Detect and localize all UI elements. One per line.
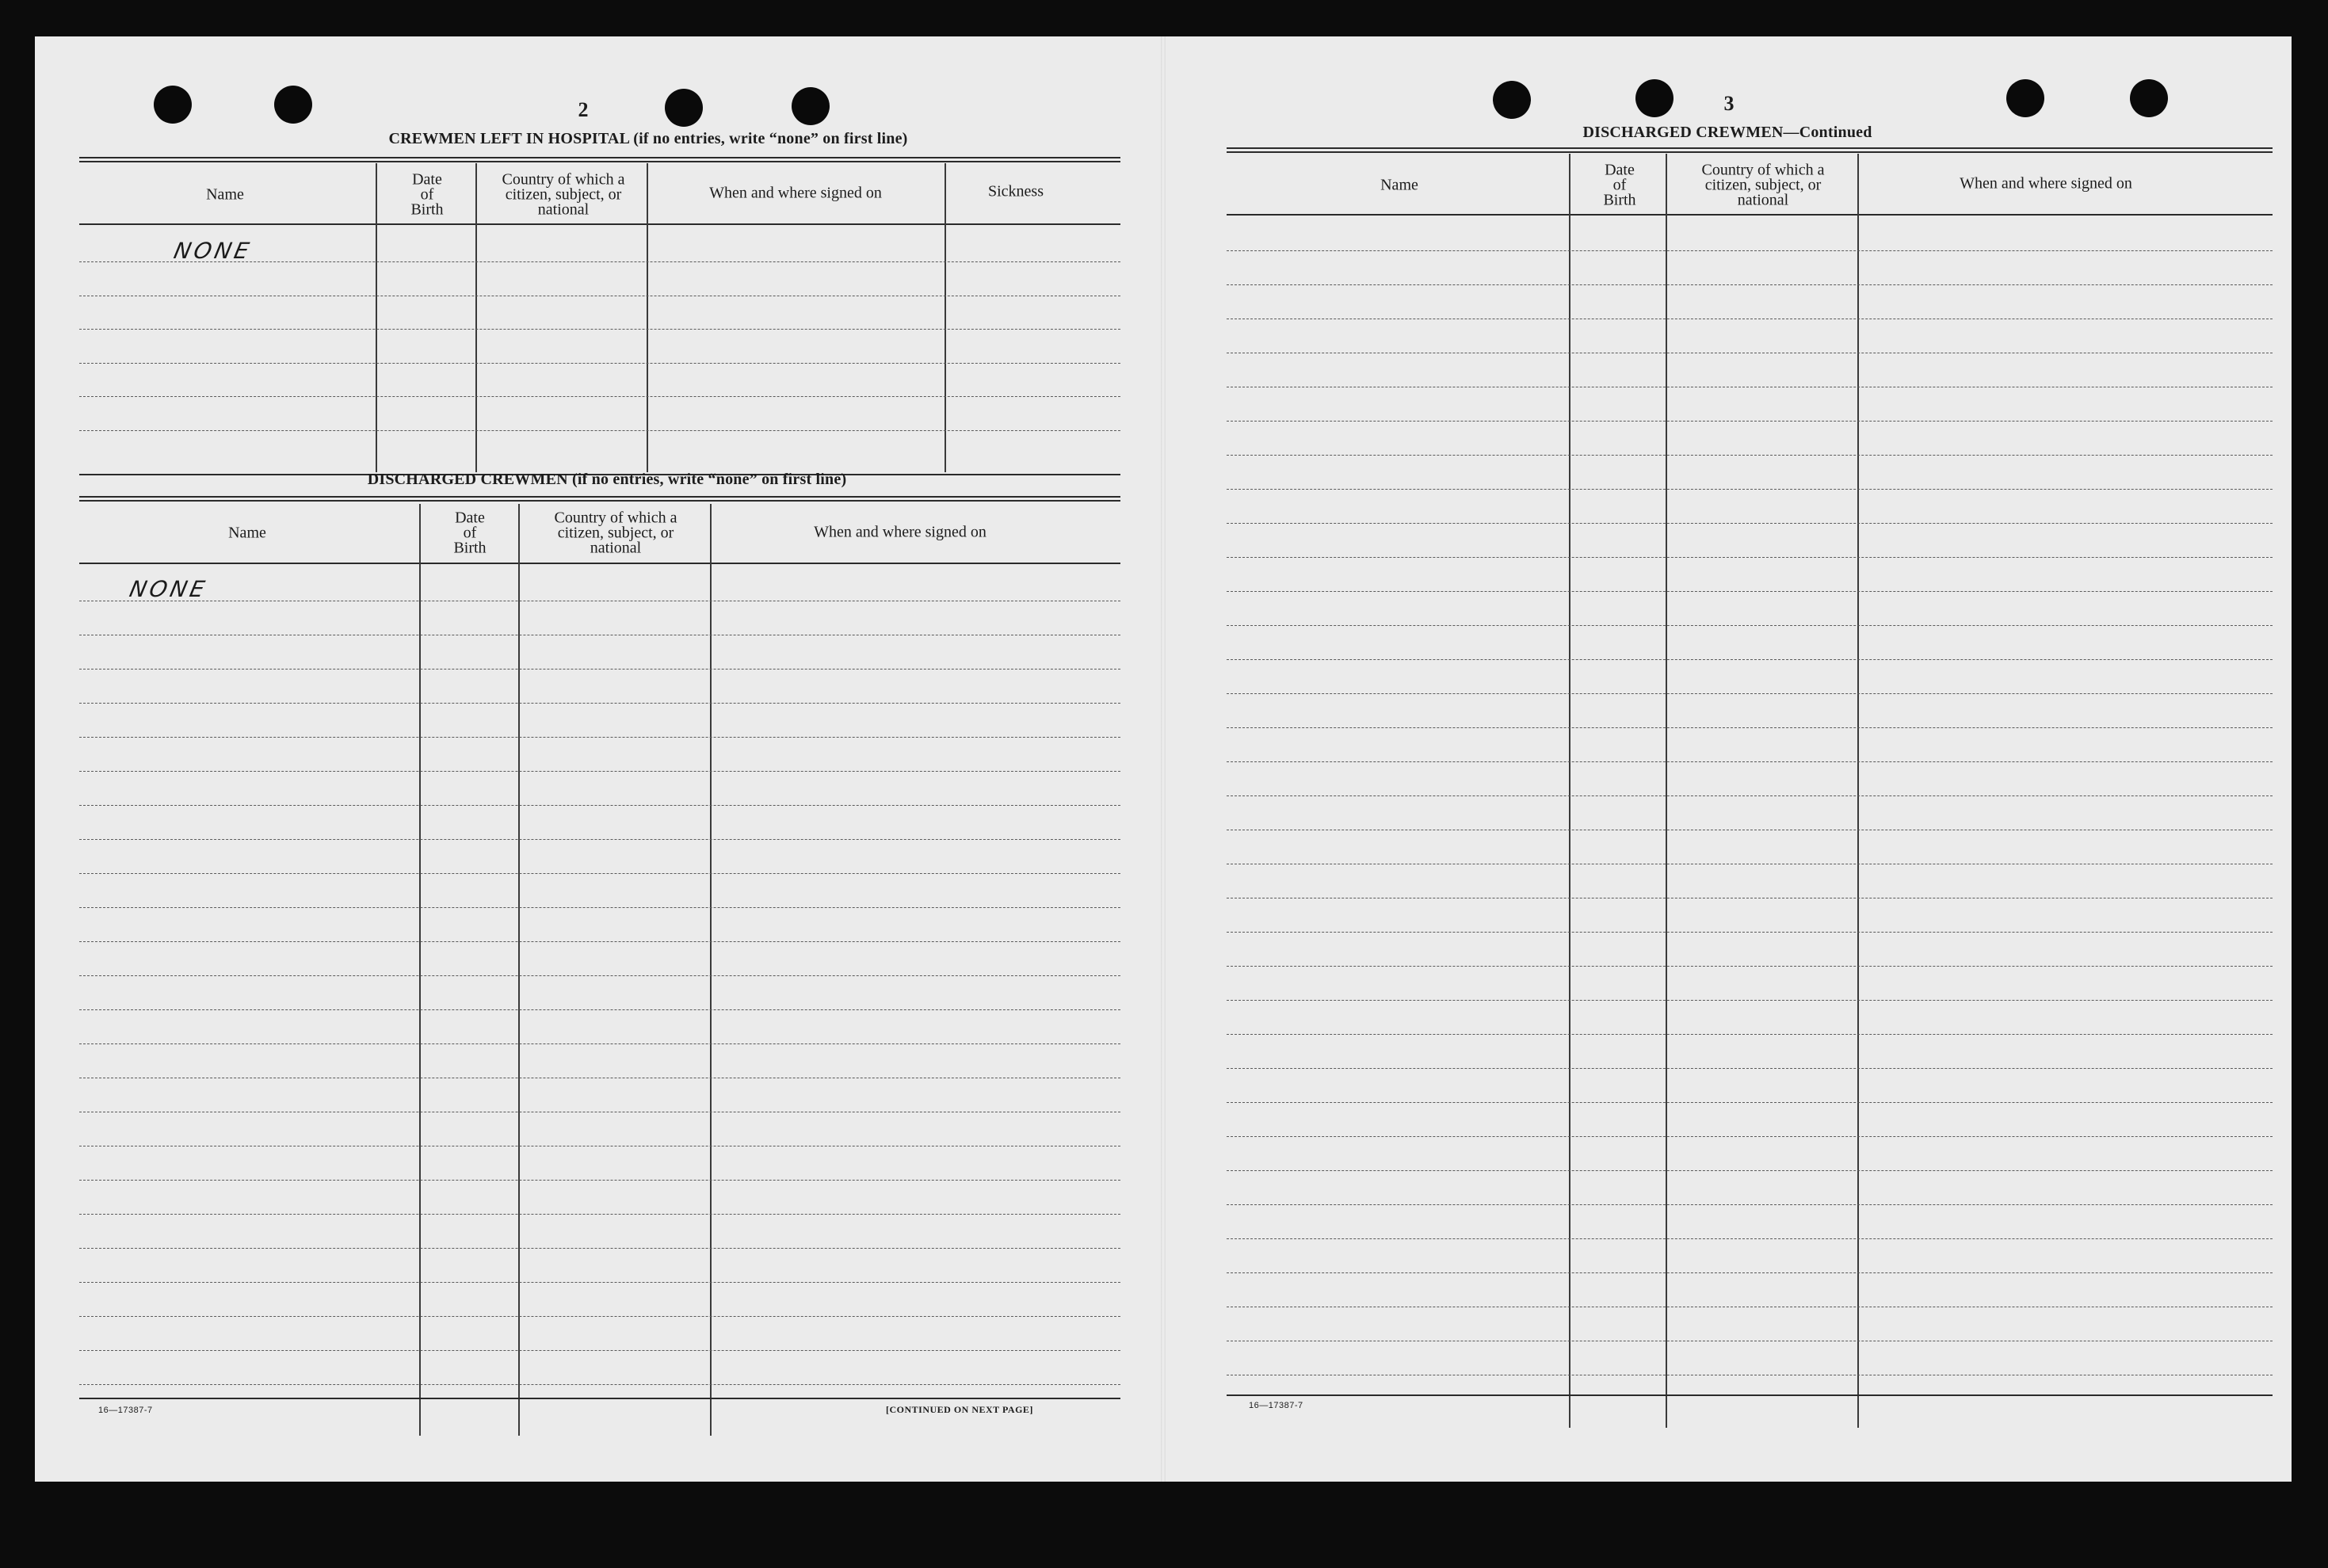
punch-hole — [1493, 81, 1531, 119]
ruled-line — [1227, 1272, 2273, 1273]
form-number-right: 16—17387-7 — [1249, 1401, 1303, 1410]
punch-hole — [154, 86, 192, 124]
right-col-name: Name — [1380, 176, 1418, 194]
ruled-line — [79, 363, 1120, 364]
ruled-line — [79, 737, 1120, 738]
ruled-line — [1227, 1136, 2273, 1137]
ruled-line — [79, 1214, 1120, 1215]
ruled-line — [1227, 625, 2273, 626]
hospital-col-divider — [647, 163, 648, 472]
hospital-col-dob: Date of Birth — [410, 170, 444, 219]
ruled-line — [79, 1248, 1120, 1249]
hospital-title-text: CREWMEN LEFT IN HOSPITAL — [388, 130, 630, 147]
ruled-line — [79, 1043, 1120, 1044]
ruled-line — [79, 839, 1120, 840]
hospital-col-country: Country of which a citizen, subject, or national — [502, 170, 625, 219]
discharged-bottom-rule — [79, 1398, 1120, 1399]
punch-hole — [792, 87, 830, 125]
ruled-line — [79, 703, 1120, 704]
ruled-line — [1227, 421, 2273, 422]
ruled-line — [1227, 693, 2273, 694]
right-col-signed: When and where signed on — [1960, 174, 2132, 193]
ruled-line — [1227, 795, 2273, 796]
page-number-right: 3 — [1723, 92, 1735, 115]
punch-hole — [2130, 79, 2168, 117]
punch-hole — [2006, 79, 2044, 117]
discharged-col-dob: Date of Birth — [453, 509, 487, 557]
hospital-handwritten-none: NONE — [171, 238, 255, 264]
ruled-line — [1227, 1034, 2273, 1035]
ruled-line — [1227, 932, 2273, 933]
ruled-line — [79, 771, 1120, 772]
form-sheet — [35, 36, 2292, 1482]
ruled-line — [1227, 761, 2273, 762]
ruled-line — [79, 1316, 1120, 1317]
discharged-col-divider — [710, 504, 712, 1436]
ruled-line — [1227, 1102, 2273, 1103]
ruled-line — [79, 975, 1120, 976]
hospital-header-rule — [79, 223, 1120, 225]
hospital-col-signed: When and where signed on — [709, 184, 882, 202]
page-fold — [1161, 36, 1166, 1482]
page-number-left: 2 — [578, 98, 589, 121]
ruled-line — [79, 396, 1120, 397]
ruled-line — [79, 805, 1120, 806]
ruled-line — [1227, 455, 2273, 456]
hospital-col-sickness: Sickness — [988, 182, 1044, 200]
punch-hole — [665, 89, 703, 127]
discharged-col-country: Country of which a citizen, subject, or national — [554, 509, 677, 557]
ruled-line — [1227, 1204, 2273, 1205]
continued-note: [CONTINUED ON NEXT PAGE] — [886, 1404, 1033, 1415]
discharged-handwritten-none: NONE — [127, 576, 211, 602]
hospital-col-name: Name — [206, 185, 244, 204]
discharged-col-name: Name — [228, 524, 266, 542]
discharged-top-rule — [79, 496, 1120, 502]
ruled-line — [1227, 284, 2273, 285]
right-col-divider — [1857, 154, 1859, 1428]
form-number-left: 16—17387-7 — [98, 1406, 153, 1415]
ruled-line — [1227, 250, 2273, 251]
discharged-title-text: DISCHARGED CREWMEN — [367, 471, 568, 488]
hospital-instruction: (if no entries, write “none” on first line) — [633, 130, 908, 147]
ruled-line — [79, 669, 1120, 670]
right-bottom-rule — [1227, 1394, 2273, 1396]
discharged-col-signed: When and where signed on — [814, 523, 987, 541]
ruled-line — [1227, 1238, 2273, 1239]
hospital-col-divider — [475, 163, 477, 472]
ruled-line — [1227, 659, 2273, 660]
ruled-line — [79, 1282, 1120, 1283]
right-col-dob: Date of Birth — [1603, 161, 1636, 209]
hospital-top-rule — [79, 157, 1120, 162]
ruled-line — [79, 261, 1120, 262]
ruled-line — [79, 907, 1120, 908]
punch-hole — [274, 86, 312, 124]
ruled-line — [79, 1384, 1120, 1385]
discharged-section-title — [368, 471, 847, 489]
ruled-line — [79, 1009, 1120, 1010]
right-col-divider — [1666, 154, 1667, 1428]
ruled-line — [1227, 966, 2273, 967]
ruled-line — [79, 1180, 1120, 1181]
hospital-col-divider — [945, 163, 946, 472]
ruled-line — [1227, 557, 2273, 558]
ruled-line — [79, 329, 1120, 330]
ruled-line — [1227, 727, 2273, 728]
discharged-col-divider — [518, 504, 520, 1436]
continued-section-title: DISCHARGED CREWMEN—Continued — [1582, 124, 1872, 141]
ruled-line — [1227, 591, 2273, 592]
discharged-instruction: (if no entries, write “none” on first line) — [571, 471, 847, 488]
ruled-line — [79, 941, 1120, 942]
ruled-line — [1227, 489, 2273, 490]
ruled-line — [79, 430, 1120, 431]
right-header-rule — [1227, 214, 2273, 216]
discharged-col-divider — [419, 504, 421, 1436]
right-top-rule — [1227, 147, 2273, 153]
ruled-line — [79, 1350, 1120, 1351]
ruled-line — [1227, 523, 2273, 524]
right-col-country: Country of which a citizen, subject, or national — [1701, 161, 1825, 209]
hospital-section-title — [388, 130, 907, 148]
ruled-line — [1227, 1000, 2273, 1001]
punch-hole — [1635, 79, 1673, 117]
ruled-line — [1227, 1068, 2273, 1069]
discharged-header-rule — [79, 563, 1120, 564]
right-col-divider — [1569, 154, 1570, 1428]
hospital-col-divider — [376, 163, 377, 472]
ruled-line — [79, 873, 1120, 874]
ruled-line — [1227, 1170, 2273, 1171]
